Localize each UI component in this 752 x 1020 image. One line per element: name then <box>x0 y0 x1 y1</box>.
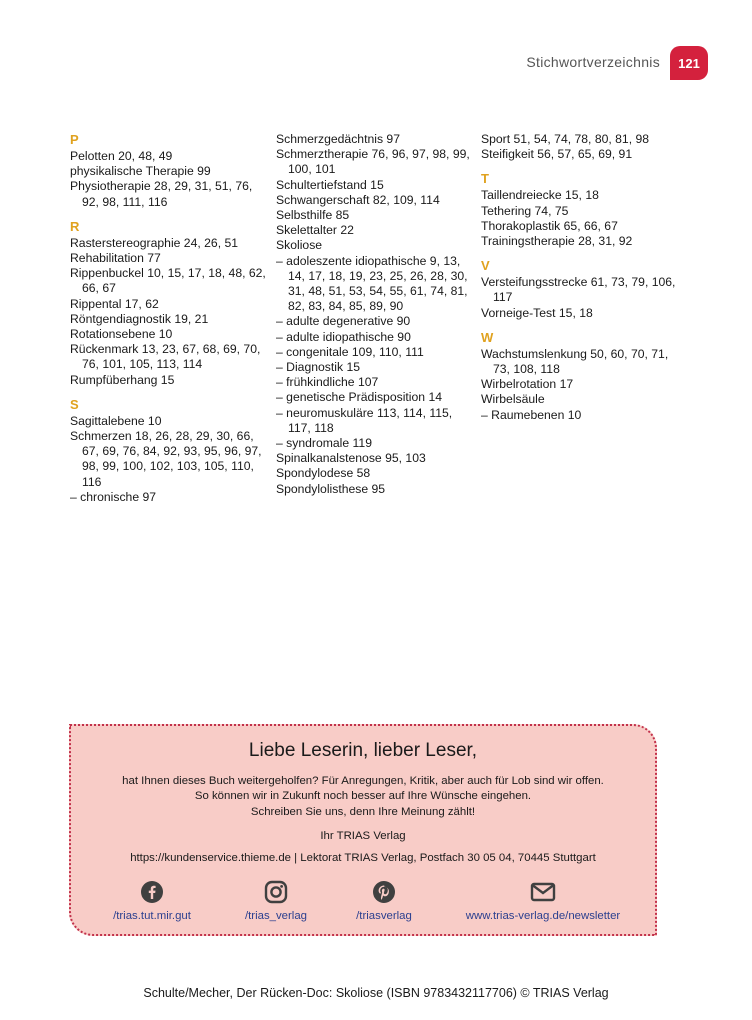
index-entry: Vorneige-Test 15, 18 <box>481 305 593 320</box>
index-entry: Skelettalter 22 <box>276 223 354 238</box>
index-entry: Steifigkeit 56, 57, 65, 69, 91 <box>481 147 633 162</box>
index-entry: Rumpfüberhang 15 <box>70 372 175 387</box>
index-letter-heading: P <box>70 132 79 147</box>
index-entry: – Raumebenen 10 <box>481 407 582 422</box>
index-entry: Rehabilitation 77 <box>70 251 161 266</box>
callout-title: Liebe Leserin, lieber Leser, <box>248 740 478 761</box>
callout-body-line: hat Ihnen dieses Buch weitergeholfen? Für Anregungen, Kritik, aber auch für Lob sind wir offen. <box>122 775 604 787</box>
index-entry: Schmerzen 18, 26, 28, 29, 30, 66, 67, 69, 76, 84, 92, 93, 95, 96, 97, 98, 99, 100, 102, 103, 105, 110, 116 <box>70 429 262 489</box>
index-section <box>481 330 681 423</box>
index-column-2 <box>276 132 476 506</box>
page-footer: Schulte/Mecher, Der Rücken-Doc: Skoliose (ISBN 9783432117706) © TRIAS Verlag <box>143 986 609 1000</box>
index-entry: Rasterstereographie 24, 26, 51 <box>70 235 239 250</box>
index-section <box>70 219 270 388</box>
index-entry: Versteifungsstrecke 61, 73, 79, 106, 117 <box>481 275 676 305</box>
index-letter-heading: T <box>481 171 489 187</box>
index-entry: – chronische 97 <box>70 489 157 504</box>
index-column-3 <box>481 132 681 432</box>
index-entry: Spondylodese 58 <box>276 466 371 481</box>
index-entry: Trainingstherapie 28, 31, 92 <box>481 234 633 249</box>
index-entry: – frühkindliche 107 <box>276 375 379 390</box>
index-entry: Rippenbuckel 10, 15, 17, 18, 48, 62, 66, 67 <box>70 266 266 296</box>
running-header: Stichwortverzeichnis <box>526 54 660 70</box>
index-letter-heading: S <box>70 396 79 412</box>
instagram-link[interactable]: /trias_verlag <box>244 910 308 922</box>
index-entry: – adulte degenerative 90 <box>276 314 411 329</box>
index-entry: Thorakoplastik 65, 66, 67 <box>481 218 618 233</box>
index-entry: physikalische Therapie 99 <box>70 164 211 179</box>
index-entry: Sport 51, 54, 74, 78, 80, 81, 98 <box>481 132 650 146</box>
instagram-icon <box>264 880 288 904</box>
page-number-badge: 121 <box>670 46 708 80</box>
index-entry: Pelotten 20, 48, 49 <box>70 149 173 163</box>
newsletter-link[interactable]: www.trias-verlag.de/newsletter <box>465 910 621 922</box>
index-entry: Tethering 74, 75 <box>481 203 569 218</box>
pinterest-link[interactable]: /triasverlag <box>356 910 412 922</box>
index-entry: Wirbelrotation 17 <box>481 377 574 392</box>
index-entry: Rückenmark 13, 23, 67, 68, 69, 70, 76, 101, 105, 113, 114 <box>70 342 261 372</box>
index-entry: Röntgendiagnostik 19, 21 <box>70 311 209 326</box>
index-letter-heading: V <box>481 258 490 274</box>
index-entry: – neuromuskuläre 113, 114, 115, 117, 118 <box>276 405 453 435</box>
index-section <box>481 258 681 321</box>
index-entry: Selbsthilfe 85 <box>276 208 350 223</box>
callout-body-line: Schreiben Sie uns, denn Ihre Meinung zählt! <box>250 805 476 818</box>
index-entry: Sagittalebene 10 <box>70 413 162 428</box>
index-section <box>481 132 681 162</box>
index-section <box>70 397 270 505</box>
index-entry: Spinalkanalstenose 95, 103 <box>276 451 426 466</box>
facebook-link[interactable]: /trias.tut.mir.gut <box>113 910 191 922</box>
index-entry: Spondylolisthese 95 <box>276 481 386 496</box>
social-newsletter[interactable] <box>455 880 631 924</box>
callout-signature: Ihr TRIAS Verlag <box>320 830 406 843</box>
social-instagram[interactable] <box>231 880 321 924</box>
social-pinterest[interactable] <box>339 880 429 924</box>
index-column-1 <box>70 132 270 514</box>
index-section <box>276 132 476 497</box>
mail-icon <box>530 880 556 904</box>
index-entry: Wirbelsäule <box>481 392 545 407</box>
index-entry: Skoliose <box>276 238 323 253</box>
reader-feedback-box <box>69 724 657 936</box>
index-entry: Schmerztherapie 76, 96, 97, 98, 99, 100, 101 <box>276 147 470 177</box>
callout-address: https://kundenservice.thieme.de | Lektorat TRIAS Verlag, Postfach 30 05 04, 70445 Stuttgart <box>130 852 596 865</box>
index-entry: – genetische Prädisposition 14 <box>276 390 442 405</box>
index-entry: – adoleszente idiopathische 9, 13, 14, 17, 18, 19, 23, 25, 26, 28, 30, 31, 48, 51, 53, 54, 55, 61, 74, 81, 82, 83, 84, 85, 89, 90 <box>276 253 468 314</box>
callout-body-line: So können wir in Zukunft noch besser auf Ihre Wünsche eingehen. <box>194 790 532 803</box>
index-entry: – Diagnostik 15 <box>276 360 361 375</box>
index-entry: Physiotherapie 28, 29, 31, 51, 76, 92, 98, 111, 116 <box>70 179 253 209</box>
index-entry: Schmerzgedächtnis 97 <box>276 132 400 146</box>
index-entry: Rotationsebene 10 <box>70 327 173 342</box>
index-letter-heading: W <box>481 329 494 345</box>
index-entry: – congenitale 109, 110, 111 <box>276 344 424 359</box>
index-entry: – adulte idiopathische 90 <box>276 329 411 344</box>
facebook-icon <box>140 880 164 904</box>
index-entry: Schwangerschaft 82, 109, 114 <box>276 192 440 207</box>
index-entry: Taillendreiecke 15, 18 <box>481 188 599 203</box>
index-entry: Schultertiefstand 15 <box>276 177 384 192</box>
index-section <box>70 132 270 210</box>
social-facebook[interactable] <box>107 880 197 924</box>
index-entry: – syndromale 119 <box>276 436 372 451</box>
pinterest-icon <box>372 880 396 904</box>
index-entry: Wachstumslenkung 50, 60, 70, 71, 73, 108, 118 <box>481 346 669 377</box>
index-entry: Rippental 17, 62 <box>70 296 159 311</box>
callout-body <box>71 774 655 820</box>
index-letter-heading: R <box>70 218 80 234</box>
index-section <box>481 171 681 249</box>
